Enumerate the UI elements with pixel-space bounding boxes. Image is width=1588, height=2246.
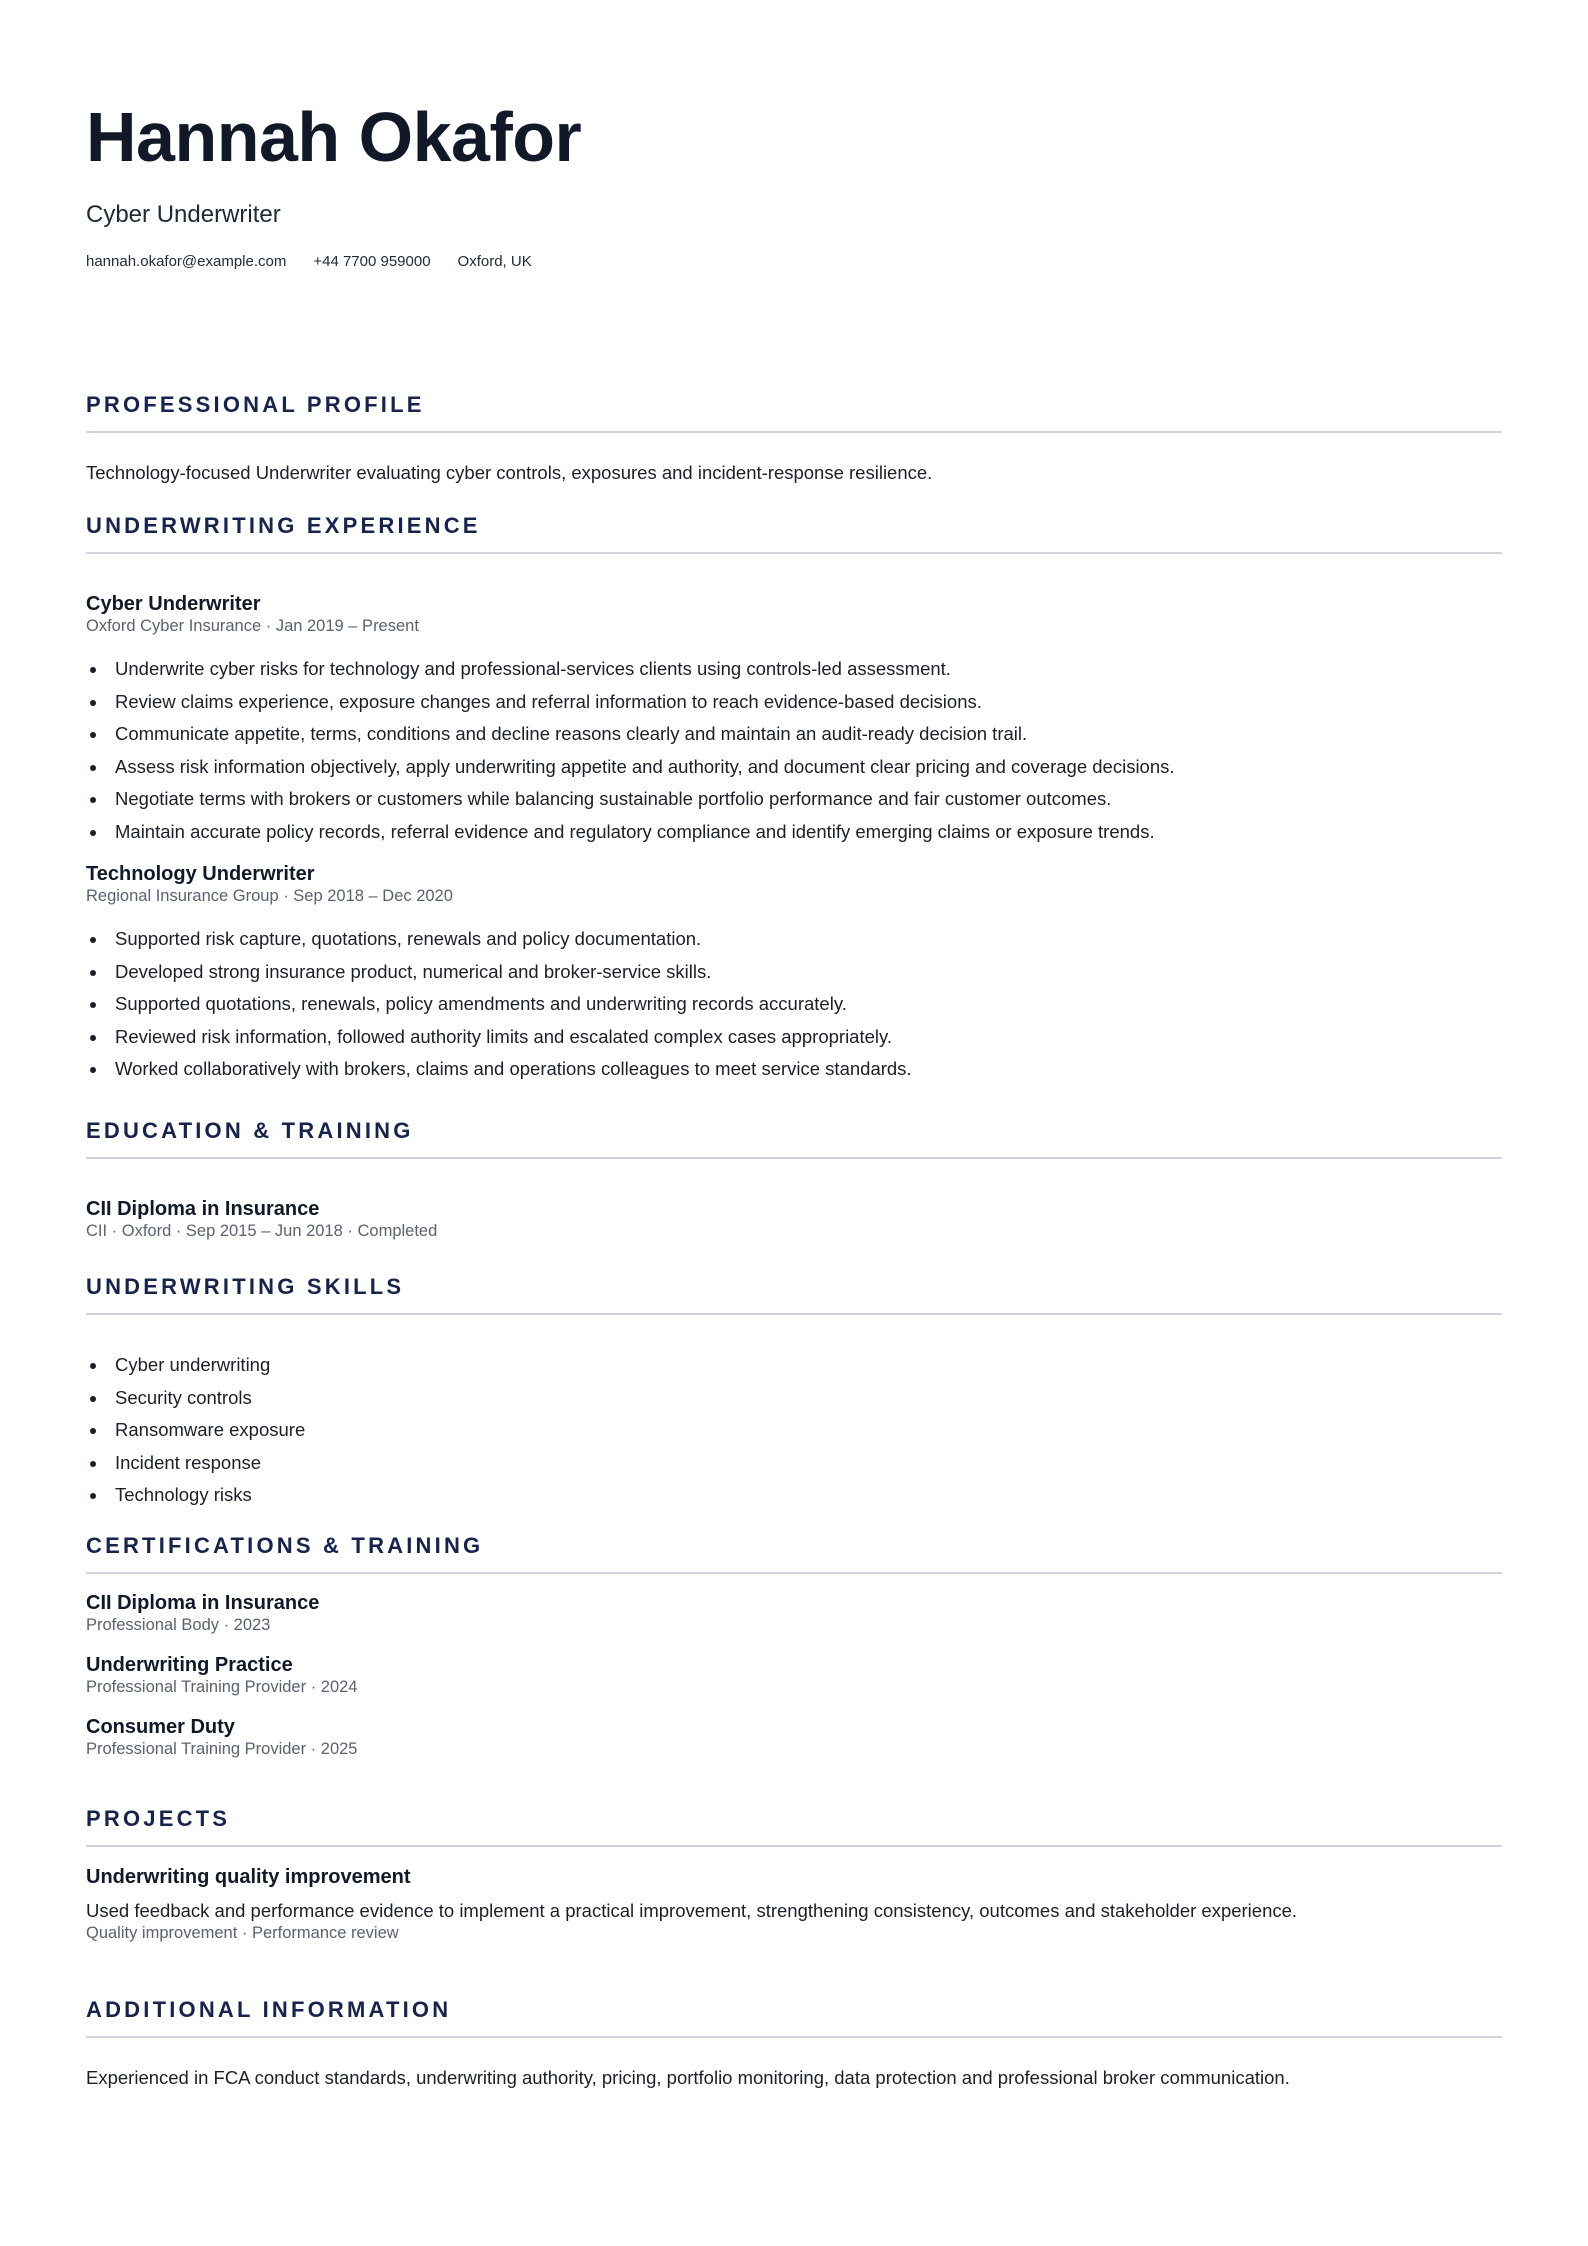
bullet-dot (90, 1067, 96, 1073)
education-title: CII Diploma in Insurance (86, 1198, 320, 1220)
section-title: EDUCATION & TRAINING (86, 1118, 414, 1143)
certification-entry (86, 1715, 1502, 1759)
bullet-dot (90, 937, 96, 943)
section-projects (86, 1805, 1502, 1943)
project-description: Used feedback and performance evidence to implement a practical improvement, strengthening consistency, outcomes and stakeholder experience. (86, 1900, 1298, 1921)
list-item: Supported quotations, renewals, policy amendments and underwriting records accurately. (86, 988, 1502, 1021)
education-meta: CII · Oxford · Sep 2015 – Jun 2018 · Completed (86, 1222, 438, 1240)
section-education (86, 1117, 1502, 1241)
certification-title: Underwriting Practice (86, 1654, 293, 1676)
education-entry (86, 1197, 1502, 1241)
section-title: CERTIFICATIONS & TRAINING (86, 1533, 484, 1558)
section-title: UNDERWRITING EXPERIENCE (86, 513, 481, 538)
bullet-dot (90, 667, 96, 673)
contact-location: Oxford, UK (457, 253, 532, 270)
bullet-dot (90, 1428, 96, 1434)
section-experience (86, 512, 1502, 1086)
section-skills (86, 1273, 1502, 1512)
bullet-dot (90, 830, 96, 836)
list-item: Cyber underwriting (86, 1349, 1502, 1382)
list-item: Security controls (86, 1382, 1502, 1415)
certification-entry (86, 1591, 1502, 1635)
section-title: PROFESSIONAL PROFILE (86, 392, 425, 417)
candidate-role: Cyber Underwriter (86, 201, 281, 228)
list-item: Incident response (86, 1447, 1502, 1480)
list-item: Ransomware exposure (86, 1414, 1502, 1447)
contact-line (86, 252, 1502, 272)
section-title: PROJECTS (86, 1806, 231, 1831)
section-divider (86, 1157, 1502, 1159)
bullet-dot (90, 1396, 96, 1402)
section-divider (86, 552, 1502, 554)
job-entry (86, 592, 1502, 848)
project-tags: Quality improvement · Performance review (86, 1924, 399, 1942)
project-entry (86, 1865, 1502, 1943)
list-item: Assess risk information objectively, apply underwriting appetite and authority, and document clear pricing and coverage decisions. (86, 751, 1502, 784)
list-item: Communicate appetite, terms, conditions and decline reasons clearly and maintain an audit-ready decision trail. (86, 718, 1502, 751)
bullet-dot (90, 1461, 96, 1467)
list-item: Worked collaboratively with brokers, claims and operations colleagues to meet service standards. (86, 1053, 1502, 1086)
certification-entry (86, 1653, 1502, 1697)
job-bullets (86, 923, 1502, 1086)
profile-text: Technology-focused Underwriter evaluating cyber controls, exposures and incident-response resilience. (86, 462, 933, 483)
additional-text: Experienced in FCA conduct standards, underwriting authority, pricing, portfolio monitoring, data protection and professional broker communication. (86, 2067, 1290, 2088)
bullet-dot (90, 765, 96, 771)
list-item: Review claims experience, exposure changes and referral information to reach evidence-based decisions. (86, 686, 1502, 719)
list-item: Maintain accurate policy records, referral evidence and regulatory compliance and identify emerging claims or exposure trends. (86, 816, 1502, 849)
job-title: Cyber Underwriter (86, 593, 261, 615)
bullet-dot (90, 1493, 96, 1499)
project-title: Underwriting quality improvement (86, 1866, 411, 1888)
job-meta: Regional Insurance Group · Sep 2018 – Dec 2020 (86, 887, 453, 905)
job-meta: Oxford Cyber Insurance · Jan 2019 – Present (86, 617, 419, 635)
certification-title: CII Diploma in Insurance (86, 1592, 320, 1614)
list-item: Underwrite cyber risks for technology and professional-services clients using controls-led assessment. (86, 653, 1502, 686)
bullet-dot (90, 797, 96, 803)
bullet-dot (90, 700, 96, 706)
section-divider (86, 2036, 1502, 2038)
section-profile (86, 391, 1502, 485)
list-item: Developed strong insurance product, numerical and broker-service skills. (86, 956, 1502, 989)
list-item: Technology risks (86, 1479, 1502, 1512)
job-title: Technology Underwriter (86, 863, 315, 885)
job-bullets (86, 653, 1502, 848)
section-title: ADDITIONAL INFORMATION (86, 1997, 452, 2022)
certification-meta: Professional Training Provider · 2025 (86, 1740, 358, 1758)
bullet-dot (90, 970, 96, 976)
section-additional (86, 1996, 1502, 2090)
certification-title: Consumer Duty (86, 1716, 235, 1738)
resume-header (86, 96, 1502, 272)
section-divider (86, 1572, 1502, 1574)
list-item: Negotiate terms with brokers or customers while balancing sustainable portfolio performance and fair customer outcomes. (86, 783, 1502, 816)
bullet-dot (90, 732, 96, 738)
list-item: Reviewed risk information, followed authority limits and escalated complex cases appropriately. (86, 1021, 1502, 1054)
section-divider (86, 1845, 1502, 1847)
job-entry (86, 862, 1502, 1086)
certification-meta: Professional Training Provider · 2024 (86, 1678, 358, 1696)
contact-phone[interactable]: +44 7700 959000 (313, 253, 431, 270)
section-title: UNDERWRITING SKILLS (86, 1274, 405, 1299)
list-item: Supported risk capture, quotations, renewals and policy documentation. (86, 923, 1502, 956)
candidate-name: Hannah Okafor (86, 98, 582, 176)
certification-meta: Professional Body · 2023 (86, 1616, 271, 1634)
section-certifications (86, 1532, 1502, 1759)
bullet-dot (90, 1363, 96, 1369)
bullet-dot (90, 1002, 96, 1008)
bullet-dot (90, 1035, 96, 1041)
skills-list (86, 1349, 1502, 1512)
section-divider (86, 431, 1502, 433)
contact-email[interactable]: hannah.okafor@example.com (86, 253, 287, 270)
section-divider (86, 1313, 1502, 1315)
